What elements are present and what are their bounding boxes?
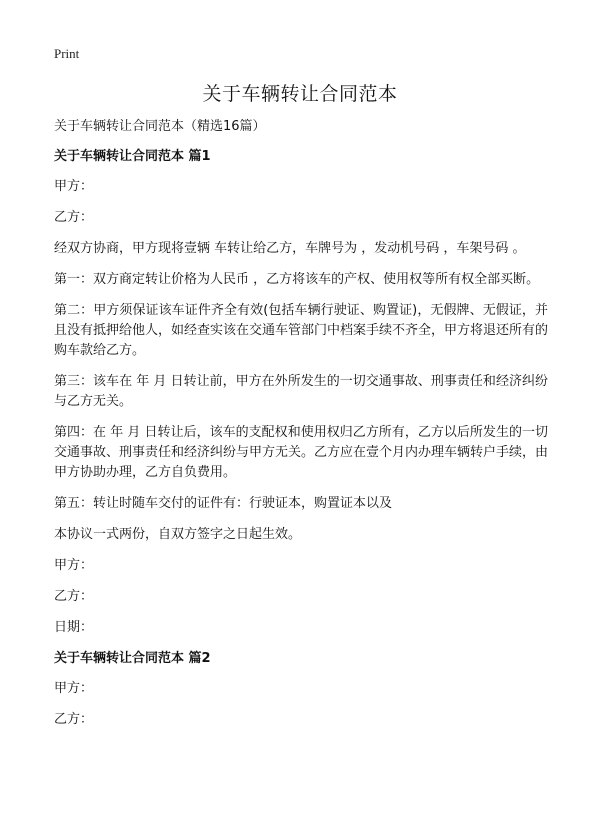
signature-party-b: 乙方： bbox=[54, 589, 94, 604]
print-label[interactable]: Print bbox=[54, 46, 80, 61]
section-heading-1: 关于车辆转让合同范本 篇1 bbox=[54, 149, 211, 164]
effect-paragraph: 本协议一式两份，自双方签字之日起生效。 bbox=[54, 527, 302, 542]
section-heading-2: 关于车辆转让合同范本 篇2 bbox=[54, 651, 211, 666]
intro-paragraph: 经双方协商，甲方现将壹辆 车转让给乙方，车牌号为 ，发动机号码 ，车架号码 。 bbox=[54, 241, 526, 256]
document-subtitle: 关于车辆转让合同范本（精选16篇） bbox=[54, 119, 266, 134]
clause-1: 第一：双方商定转让价格为人民币 ，乙方将该车的产权、使用权等所有权全部买断。 bbox=[54, 272, 540, 287]
clause-4: 第四：在 年 月 日转让后，该车的支配权和使用权归乙方所有，乙方以后所发生的一切交通事故、刑事责任和经济纠纷与甲方无关。乙方应在壹个月内办理车辆转户手续，由甲方协助办理，乙方自负费用。 bbox=[54, 425, 549, 480]
party-b-line-2: 乙方： bbox=[54, 712, 94, 727]
signature-party-a: 甲方： bbox=[54, 558, 94, 573]
signature-date: 日期： bbox=[54, 620, 94, 635]
clause-5: 第五：转让时随车交付的证件有：行驶证本，购置证本以及 bbox=[54, 496, 393, 511]
page-title: 关于车辆转让合同范本 bbox=[202, 83, 398, 105]
clause-2: 第二：甲方须保证该车证件齐全有效(包括车辆行驶证、购置证)，无假牌、无假证，并且没有抵押给他人，如经查实该在交通车管部门中档案手续不齐全，甲方将退还所有的购车款给乙方。 bbox=[54, 303, 549, 358]
party-a-line: 甲方： bbox=[54, 179, 94, 194]
party-b-line: 乙方： bbox=[54, 210, 94, 225]
document-body bbox=[54, 117, 548, 741]
party-a-line-2: 甲方： bbox=[54, 681, 94, 696]
clause-3: 第三：该车在 年 月 日转让前，甲方在外所发生的一切交通事故、刑事责任和经济纠纷与乙方无关。 bbox=[54, 374, 548, 409]
